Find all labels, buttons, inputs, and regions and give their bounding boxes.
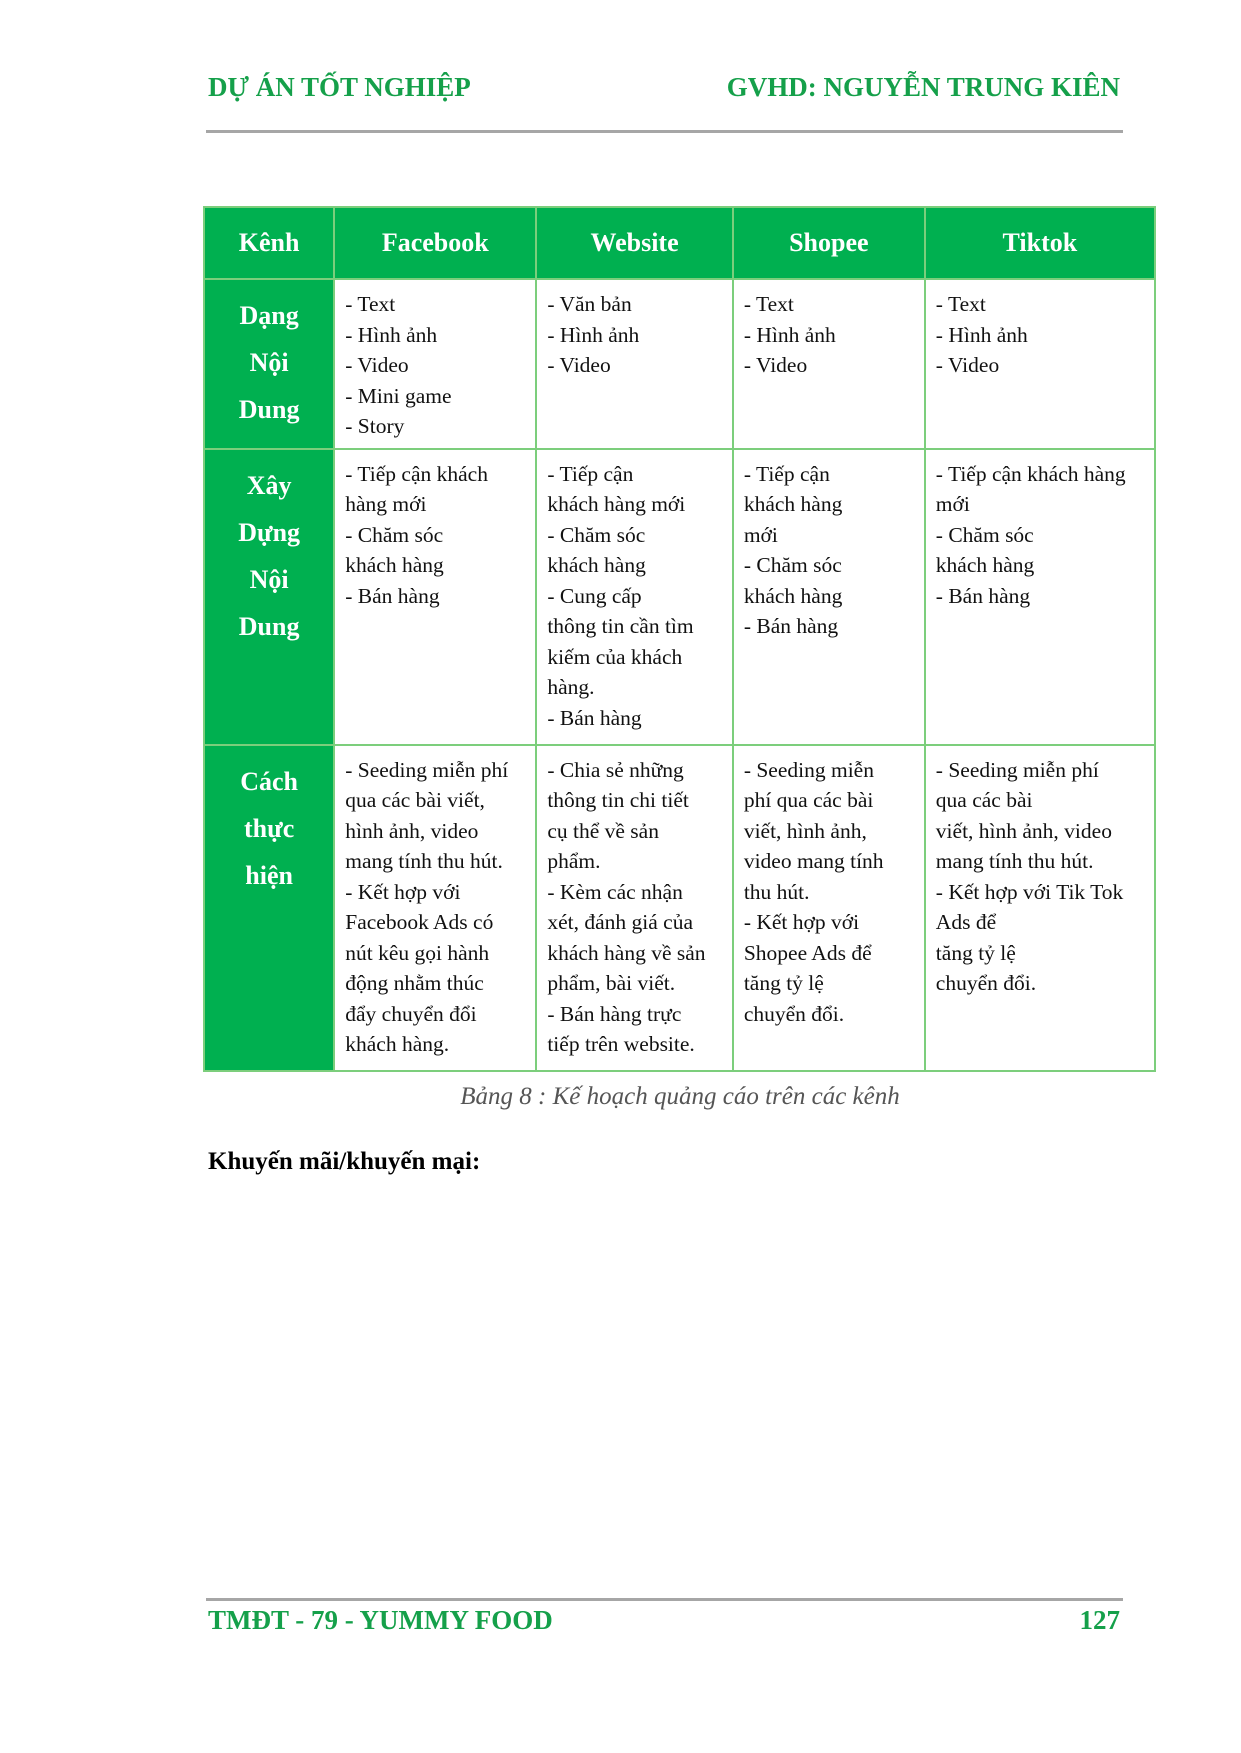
cell-line: qua các bài viết, bbox=[345, 788, 485, 812]
table-cell-facebook bbox=[334, 279, 536, 449]
cell-line: khách hàng về sản bbox=[547, 940, 706, 965]
table-cell-facebook bbox=[334, 745, 536, 1071]
cell-line: mới bbox=[935, 492, 970, 516]
row-header-line: thực bbox=[243, 813, 295, 843]
header-project-title: DỰ ÁN TỐT NGHIỆP bbox=[208, 72, 471, 102]
cell-line: chuyển đổi. bbox=[743, 1001, 845, 1026]
page-footer bbox=[208, 1605, 1120, 1645]
cell-line: tiếp trên website. bbox=[547, 1032, 695, 1056]
column-header-shopee: Shopee bbox=[733, 207, 925, 279]
cell-line: khách hàng bbox=[547, 553, 646, 577]
table-cell-tiktok bbox=[925, 745, 1155, 1071]
cell-line: động nhằm thúc bbox=[345, 971, 484, 995]
row-header-line: hiện bbox=[245, 860, 293, 890]
cell-line: viết, hình ảnh, bbox=[743, 818, 867, 843]
cell-line: - Seeding miễn bbox=[743, 757, 874, 782]
cell-line: - Kết hợp với Tik Tok bbox=[935, 879, 1124, 904]
cell-line: - Story bbox=[345, 414, 405, 438]
row-header-line: Dạng bbox=[239, 301, 299, 330]
cell-line: Shopee Ads để bbox=[743, 940, 872, 965]
cell-line: - Tiếp cận khách hàng bbox=[935, 461, 1126, 486]
column-header-website: Website bbox=[536, 207, 732, 279]
row-header-implementation bbox=[204, 745, 334, 1071]
cell-line: hình ảnh, video bbox=[345, 818, 479, 843]
table-row bbox=[204, 745, 1155, 1071]
cell-line: Ads để bbox=[935, 910, 997, 934]
cell-line: - Văn bản bbox=[547, 292, 632, 316]
cell-line: - Chăm sóc bbox=[547, 522, 646, 547]
cell-line: phẩm, bài viết. bbox=[547, 971, 676, 995]
cell-line: khách hàng mới bbox=[547, 492, 686, 516]
table-cell-tiktok bbox=[925, 449, 1155, 745]
cell-line: - Mini game bbox=[345, 383, 452, 408]
cell-line: mang tính thu hút. bbox=[935, 849, 1094, 873]
cell-line: khách hàng bbox=[743, 583, 843, 608]
header-divider bbox=[206, 130, 1123, 133]
section-heading: Khuyến mãi/khuyến mại: bbox=[208, 1148, 481, 1175]
cell-line: - Bán hàng bbox=[345, 583, 440, 608]
cell-line: khách hàng bbox=[743, 492, 843, 516]
cell-line: - Video bbox=[345, 353, 409, 377]
page-number: 127 bbox=[1079, 1605, 1120, 1635]
cell-line: - Bán hàng trực bbox=[547, 1001, 682, 1026]
cell-line: phẩm. bbox=[547, 849, 601, 873]
cell-line: - Kèm các nhận bbox=[547, 879, 683, 904]
cell-line: - Cung cấp bbox=[547, 583, 642, 608]
row-header-line: Dung bbox=[238, 611, 300, 641]
cell-line: mang tính thu hút. bbox=[345, 849, 503, 873]
table-cell-shopee bbox=[733, 745, 925, 1071]
footer-group-name: TMĐT - 79 - YUMMY FOOD bbox=[208, 1605, 553, 1635]
cell-line: - Bán hàng bbox=[743, 614, 839, 638]
cell-line: tăng tỷ lệ bbox=[743, 971, 824, 995]
column-header-tiktok: Tiktok bbox=[925, 207, 1155, 279]
table-row bbox=[204, 449, 1155, 745]
cell-line: thông tin cần tìm bbox=[547, 614, 694, 638]
cell-line: - Hình ảnh bbox=[345, 322, 438, 347]
table-row bbox=[204, 279, 1155, 449]
cell-line: - Video bbox=[935, 353, 1000, 377]
cell-line: hàng. bbox=[547, 675, 595, 699]
cell-line: - Kết hợp với bbox=[743, 910, 860, 934]
cell-line: - Text bbox=[935, 292, 986, 316]
cell-line: viết, hình ảnh, video bbox=[935, 818, 1112, 843]
table-header-row bbox=[204, 207, 1155, 279]
cell-line: chuyển đổi. bbox=[935, 971, 1037, 995]
cell-line: - Hình ảnh bbox=[547, 322, 640, 347]
cell-line: - Bán hàng bbox=[547, 705, 642, 730]
cell-line: nút kêu gọi hành bbox=[345, 940, 490, 965]
row-header-line: Nội bbox=[249, 564, 289, 594]
row-header-line: Xây bbox=[246, 470, 292, 500]
row-header-line: Cách bbox=[240, 766, 298, 796]
advertising-plan-table bbox=[203, 206, 1156, 1072]
cell-line: - Seeding miễn phí bbox=[935, 757, 1099, 782]
cell-line: - Tiếp cận bbox=[743, 461, 830, 486]
cell-line: - Tiếp cận bbox=[547, 461, 634, 486]
cell-line: - Chăm sóc bbox=[345, 522, 444, 547]
table-cell-shopee bbox=[733, 279, 925, 449]
cell-line: - Bán hàng bbox=[935, 583, 1031, 608]
cell-line: thu hút. bbox=[743, 879, 810, 904]
table-cell-website bbox=[536, 745, 732, 1071]
row-header-line: Dựng bbox=[238, 517, 301, 547]
cell-line: - Chia sẻ những bbox=[547, 757, 684, 782]
cell-line: - Hình ảnh bbox=[935, 322, 1028, 347]
cell-line: - Chăm sóc bbox=[935, 522, 1034, 547]
header-supervisor: GVHD: NGUYỄN TRUNG KIÊN bbox=[726, 72, 1120, 102]
cell-line: xét, đánh giá của bbox=[547, 910, 693, 934]
cell-line: tăng tỷ lệ bbox=[935, 940, 1016, 965]
cell-line: - Seeding miễn phí bbox=[345, 757, 509, 782]
table-cell-website bbox=[536, 279, 732, 449]
cell-line: kiếm của khách bbox=[547, 644, 683, 669]
cell-line: mới bbox=[743, 522, 778, 547]
footer-divider bbox=[206, 1598, 1123, 1601]
cell-line: - Video bbox=[547, 353, 611, 377]
cell-line: khách hàng bbox=[345, 553, 444, 577]
cell-line: thông tin chi tiết bbox=[547, 788, 689, 812]
cell-line: - Tiếp cận khách bbox=[345, 461, 488, 486]
table-cell-website bbox=[536, 449, 732, 745]
page-header bbox=[208, 72, 1120, 112]
cell-line: cụ thể về sản bbox=[547, 818, 659, 843]
row-header-line: Nội bbox=[249, 348, 289, 377]
table-cell-facebook bbox=[334, 449, 536, 745]
cell-line: qua các bài bbox=[935, 788, 1033, 812]
column-header-channel: Kênh bbox=[204, 207, 334, 279]
cell-line: - Kết hợp với bbox=[345, 879, 461, 904]
cell-line: khách hàng. bbox=[345, 1032, 450, 1056]
column-header-facebook: Facebook bbox=[334, 207, 536, 279]
cell-line: - Video bbox=[743, 353, 808, 377]
table-cell-shopee bbox=[733, 449, 925, 745]
cell-line: - Text bbox=[743, 292, 794, 316]
cell-line: khách hàng bbox=[935, 553, 1035, 577]
cell-line: - Text bbox=[345, 292, 396, 316]
cell-line: phí qua các bài bbox=[743, 788, 874, 812]
row-header-content-type bbox=[204, 279, 334, 449]
cell-line: - Hình ảnh bbox=[743, 322, 836, 347]
cell-line: video mang tính bbox=[743, 849, 884, 873]
row-header-line: Dung bbox=[238, 395, 300, 424]
cell-line: hàng mới bbox=[345, 492, 427, 516]
cell-line: - Chăm sóc bbox=[743, 553, 842, 577]
table-caption: Bảng 8 : Kế hoạch quảng cáo trên các kênh bbox=[460, 1083, 900, 1110]
cell-line: đẩy chuyển đổi bbox=[345, 1001, 477, 1026]
cell-line: Facebook Ads có bbox=[345, 910, 494, 934]
table-cell-tiktok bbox=[925, 279, 1155, 449]
row-header-content-building bbox=[204, 449, 334, 745]
